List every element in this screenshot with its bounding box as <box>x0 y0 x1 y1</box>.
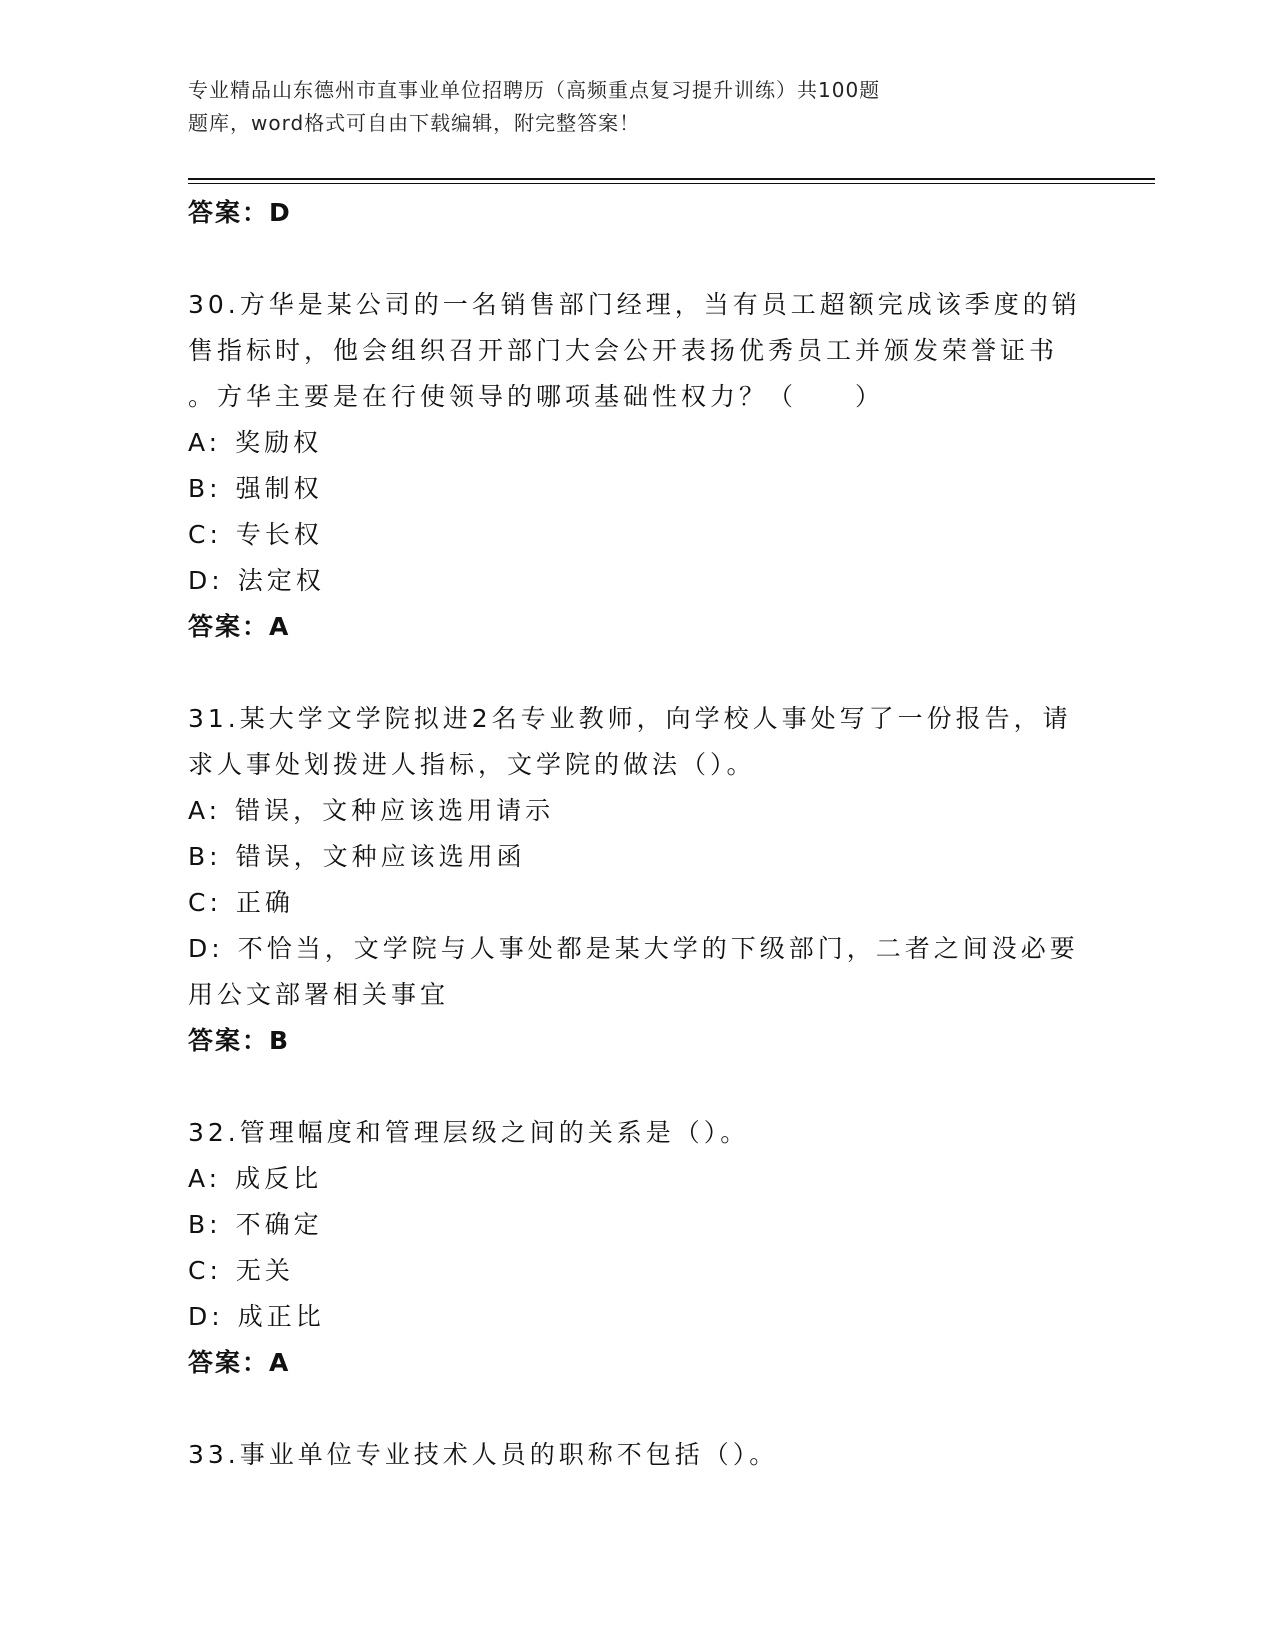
spacer <box>188 1064 1088 1110</box>
option-text: 正确 <box>235 888 294 917</box>
question-block-33 <box>188 1432 1088 1478</box>
option-letter: A: <box>188 796 222 825</box>
document-header <box>188 74 1088 140</box>
option-letter: B: <box>188 474 222 503</box>
question-text-line: 31.某大学文学院拟进2名专业教师，向学校人事处写了一份报告，请 <box>188 704 1072 733</box>
answer-line: 答案：A <box>188 1348 291 1377</box>
option-text: 成正比 <box>237 1302 325 1331</box>
spacer <box>188 1386 1088 1432</box>
option-text: 成反比 <box>235 1164 323 1193</box>
option-letter: C: <box>188 520 222 549</box>
option-c <box>188 512 1088 558</box>
question-text-line: 33.事业单位专业技术人员的职称不包括（）。 <box>188 1440 779 1469</box>
spacer <box>188 236 1088 282</box>
option-a <box>188 1156 1088 1202</box>
question-text-line: 求人事处划拨进人指标，文学院的做法（）。 <box>188 750 756 779</box>
header-line-1: 专业精品山东德州市直事业单位招聘历（高频重点复习提升训练）共100题 <box>188 78 881 102</box>
option-letter: A: <box>188 428 222 457</box>
option-text: 错误，文种应该选用函 <box>235 842 526 871</box>
option-text: 奖励权 <box>235 428 323 457</box>
answer-line: 答案：A <box>188 612 291 641</box>
spacer <box>188 650 1088 696</box>
option-text: 专长权 <box>235 520 323 549</box>
option-letter: D: <box>188 934 224 963</box>
option-text: 错误，文种应该选用请示 <box>235 796 555 825</box>
option-d <box>188 1294 1088 1340</box>
option-letter: C: <box>188 1256 222 1285</box>
option-text: 无关 <box>235 1256 294 1285</box>
question-content <box>188 190 1088 1478</box>
option-b <box>188 834 1088 880</box>
option-text: 法定权 <box>237 566 325 595</box>
answer-line: 答案：D <box>188 198 292 227</box>
question-block-32 <box>188 1110 1088 1386</box>
question-text-line: 30.方华是某公司的一名销售部门经理，当有员工超额完成该季度的销 <box>188 290 1081 319</box>
option-c <box>188 1248 1088 1294</box>
option-d <box>188 926 1088 972</box>
option-letter: B: <box>188 842 222 871</box>
option-letter: B: <box>188 1210 222 1239</box>
question-text-line: 。方华主要是在行使领导的哪项基础性权力？（ ） <box>188 382 885 411</box>
option-b <box>188 1202 1088 1248</box>
header-divider-thin <box>188 183 1155 184</box>
answer-line: 答案：B <box>188 1026 291 1055</box>
option-letter: A: <box>188 1164 222 1193</box>
option-letter: C: <box>188 888 222 917</box>
question-text-line: 32.管理幅度和管理层级之间的关系是（）。 <box>188 1118 750 1147</box>
option-letter: D: <box>188 1302 224 1331</box>
header-divider-thick <box>188 178 1155 180</box>
option-d-continuation: 用公文部署相关事宜 <box>188 980 450 1009</box>
option-text: 强制权 <box>235 474 323 503</box>
option-d <box>188 558 1088 604</box>
option-text: 不确定 <box>235 1210 323 1239</box>
option-a <box>188 788 1088 834</box>
option-text: 不恰当，文学院与人事处都是某大学的下级部门，二者之间没必要 <box>237 934 1079 963</box>
option-letter: D: <box>188 566 224 595</box>
question-block-30 <box>188 282 1088 650</box>
header-line-2: 题库，word格式可自由下载编辑，附完整答案！ <box>188 111 641 135</box>
option-c <box>188 880 1088 926</box>
option-b <box>188 466 1088 512</box>
option-a <box>188 420 1088 466</box>
question-text-line: 售指标时，他会组织召开部门大会公开表扬优秀员工并颁发荣誉证书 <box>188 336 1059 365</box>
question-block-31 <box>188 696 1088 1064</box>
